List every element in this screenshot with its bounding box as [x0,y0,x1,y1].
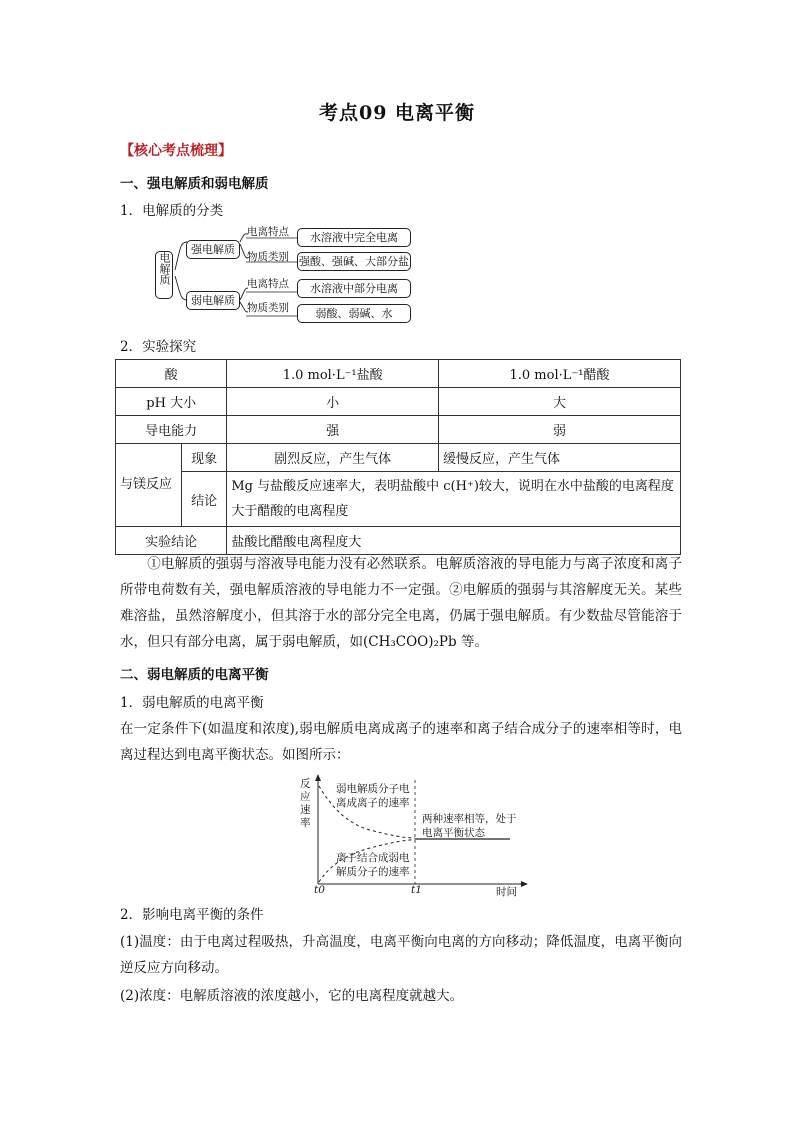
weak-box: 弱电解质 [186,291,240,310]
graph-t1-label: t1 [411,884,422,896]
page-title: 考点09 电离平衡 [318,102,476,124]
strong-category-box: 强酸、强碱、大部分盐 [297,252,411,271]
weak-feature-box: 水溶液中部分电离 [297,279,411,298]
graph-xlabel: 时间 [496,886,517,898]
equilibrium-paragraph: 在一定条件下(如温度和浓度),弱电解质电离成离子的速率和离子结合成分子的速率相等时，电离过程达到电离平衡状态。如图所示： [120,721,682,763]
graph-curve2-label: 离子结合成弱电解质分子的速率 [336,852,410,878]
item-conditions: 2．影响电离平衡的条件 [120,907,264,923]
root-box [155,251,173,299]
table-cell: 强 [227,416,439,444]
graph-curve1-label: 弱电解质分子电离成离子的速率 [336,783,410,809]
table-header-cell: 1.0 mol·L⁻¹醋酸 [438,360,680,388]
strong-feature-label: 电离特点 [247,226,289,238]
temperature-paragraph: (1)温度：由于电离过程吸热，升高温度，电离平衡向电离的方向移动；降低温度，电离平衡向逆反应方向移动。 [120,934,682,976]
item-equilibrium: 1．弱电解质的电离平衡 [120,695,264,711]
table-header-cell: 酸 [116,360,227,388]
concentration-paragraph: (2)浓度：电解质溶液的浓度越小，它的电离程度就越大。 [120,988,464,1004]
table-cell: 弱 [438,416,680,444]
item-experiment: 2．实验探究 [120,339,197,355]
graph-t0-label: t0 [314,884,325,896]
root-label: 电解质 [158,252,171,285]
graph-equilibrium-label: 两种速率相等，处于电离平衡状态 [422,813,517,839]
table-cell: 与镁反应 [116,444,182,527]
rate-time-graph [300,772,530,898]
table-cell: 现象 [181,444,227,472]
table-cell: Mg 与盐酸反应速率大，表明盐酸中 c(H⁺)较大，说明在水中盐酸的电离程度大于醋酸的电离程度 [227,472,681,527]
table-cell: 小 [227,388,439,416]
table-cell: 导电能力 [116,416,227,444]
weak-category-label: 物质类别 [247,302,289,314]
graph-ylabel: 反应速率 [300,778,311,829]
experiment-table [115,359,681,555]
table-row [116,416,681,444]
note-paragraph [120,551,682,655]
table-cell: 大 [438,388,680,416]
strong-feature-box: 水溶液中完全电离 [297,228,411,247]
table-cell: 结论 [181,472,227,527]
section-tag: 【核心考点梳理】 [120,143,232,159]
table-cell: 盐酸比醋酸电离程度大 [227,527,681,555]
table-cell: pH 大小 [116,388,227,416]
heading-strong-weak: 一、强电解质和弱电解质 [120,176,269,192]
heading-equilibrium: 二、弱电解质的电离平衡 [120,667,269,683]
weak-category-box: 弱酸、弱碱、水 [297,304,411,323]
table-row [116,472,681,527]
weak-feature-label: 电离特点 [247,278,289,290]
note-text: ①电解质的强弱与溶液导电能力没有必然联系。电解质溶液的导电能力与离子浓度和离子所带电荷数有关，强电解质溶液的导电能力不一定强。②电解质的强弱与其溶解度无关。某些难溶盐，虽然溶解度小，但其溶于水的部分完全电离，仍属于强电解质。有少数盐尽管能溶于水，但只有部分电离，属于弱电解质，如(CH₃COO)₂Pb 等。 [120,556,682,650]
table-row [116,388,681,416]
table-cell: 实验结论 [116,527,227,555]
table-cell: 缓慢反应，产生气体 [438,444,680,472]
table-header-cell: 1.0 mol·L⁻¹盐酸 [227,360,439,388]
item-classification: 1．电解质的分类 [120,203,224,219]
strong-box: 强电解质 [186,240,240,259]
strong-category-label: 物质类别 [247,251,289,263]
table-row [116,360,681,388]
table-row [116,444,681,472]
table-cell: 剧烈反应，产生气体 [227,444,439,472]
